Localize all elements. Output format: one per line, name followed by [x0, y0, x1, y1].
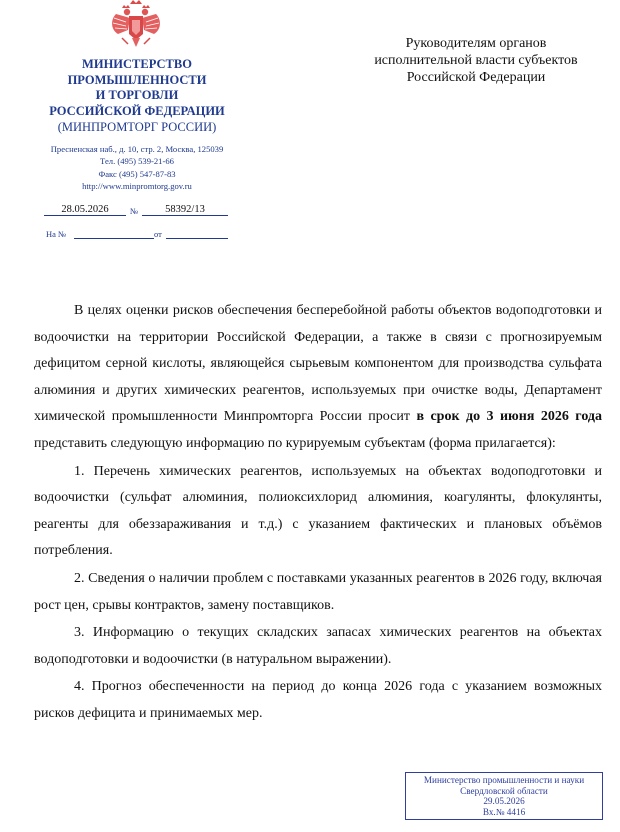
- intro-paragraph: [34, 298, 602, 458]
- stamp-date: 29.05.2026: [483, 796, 525, 807]
- addressee-block: [340, 35, 612, 86]
- ref-number-blank: [74, 238, 154, 239]
- addressee-line-3: Российской Федерации: [406, 70, 546, 85]
- registration-line: [30, 204, 260, 218]
- request-item-3: 3. Информацию о текущих складских запасах химических реагентов на объектах водоподготовки и водоочистки (в натуральном выражении).: [34, 625, 602, 667]
- intro-text-continued: представить следующую информацию по курируемым субъектам (форма прилагается):: [34, 435, 556, 451]
- ref-number-label: На №: [46, 229, 67, 239]
- addressee-line-2: исполнительной власти субъектов: [374, 53, 578, 68]
- ministry-fax: Факс (495) 547-87-83: [98, 168, 176, 179]
- incoming-stamp: [405, 772, 603, 820]
- letter-date: 28.05.2026: [44, 204, 126, 216]
- ref-from-label: от: [154, 229, 162, 239]
- request-item-4: 4. Прогноз обеспеченности на период до конца 2026 года с указанием возможных рисков дефицита и принимаемых мер.: [34, 679, 602, 721]
- ministry-letterhead: [14, 57, 260, 135]
- letter-body: [34, 298, 602, 728]
- ref-date-blank: [166, 238, 228, 239]
- ministry-name-line-2: ПРОМЫШЛЕННОСТИ: [67, 72, 207, 87]
- request-item-1: 1. Перечень химических реагентов, используемых на объектах водоподготовки и водоочистки (сульфат алюминия, полиоксихлорид алюминия, коагулянты, флокулянты, реагенты для обеззараживания и т.д.) с указанием фактических и плановых объёмов потребления.: [34, 463, 602, 559]
- intro-text: В целях оценки рисков обеспечения бесперебойной работы объектов водоподготовки и водоочистки на территории Российской Федерации, а также в связи с прогнозируемым дефицитом серной кислоты, являющейся сырьевым компонентом для производства сульфата алюминия и других химических реагентов, используемых при очистке воды, Департамент химической промышленности Минпромторга России просит: [34, 303, 602, 425]
- stamp-number: Вх.№ 4416: [482, 807, 526, 818]
- ministry-name-line-4: РОССИЙСКОЙ ФЕДЕРАЦИИ: [49, 103, 225, 118]
- deadline-text: в срок до 3 июня 2026 года: [416, 409, 602, 425]
- ministry-address: Пресненская наб., д. 10, стр. 2, Москва, 125039: [50, 144, 224, 154]
- ministry-name-line-1: МИНИСТЕРСТВО: [82, 57, 192, 71]
- stamp-region-line: Свердловской области: [460, 785, 548, 796]
- reference-line: [30, 229, 260, 241]
- stamp-org-line: Министерство промышленности и науки: [423, 775, 585, 785]
- number-label: №: [130, 206, 139, 216]
- letter-number: 58392/13: [142, 204, 228, 216]
- ministry-contacts: [14, 143, 260, 193]
- russian-coat-of-arms-icon: [108, 0, 164, 48]
- ministry-name-line-3: И ТОРГОВЛИ: [95, 88, 179, 102]
- ministry-abbreviation: (МИНПРОМТОРГ РОССИИ): [57, 120, 217, 134]
- request-item-2: 2. Сведения о наличии проблем с поставками указанных реагентов в 2026 году, включая рост цен, срывы контрактов, замену поставщиков.: [34, 570, 602, 613]
- addressee-line-1: Руководителям органов: [405, 36, 547, 51]
- ministry-website: http://www.minpromtorg.gov.ru: [82, 181, 192, 192]
- ministry-phone: Тел. (495) 539-21-66: [100, 156, 174, 167]
